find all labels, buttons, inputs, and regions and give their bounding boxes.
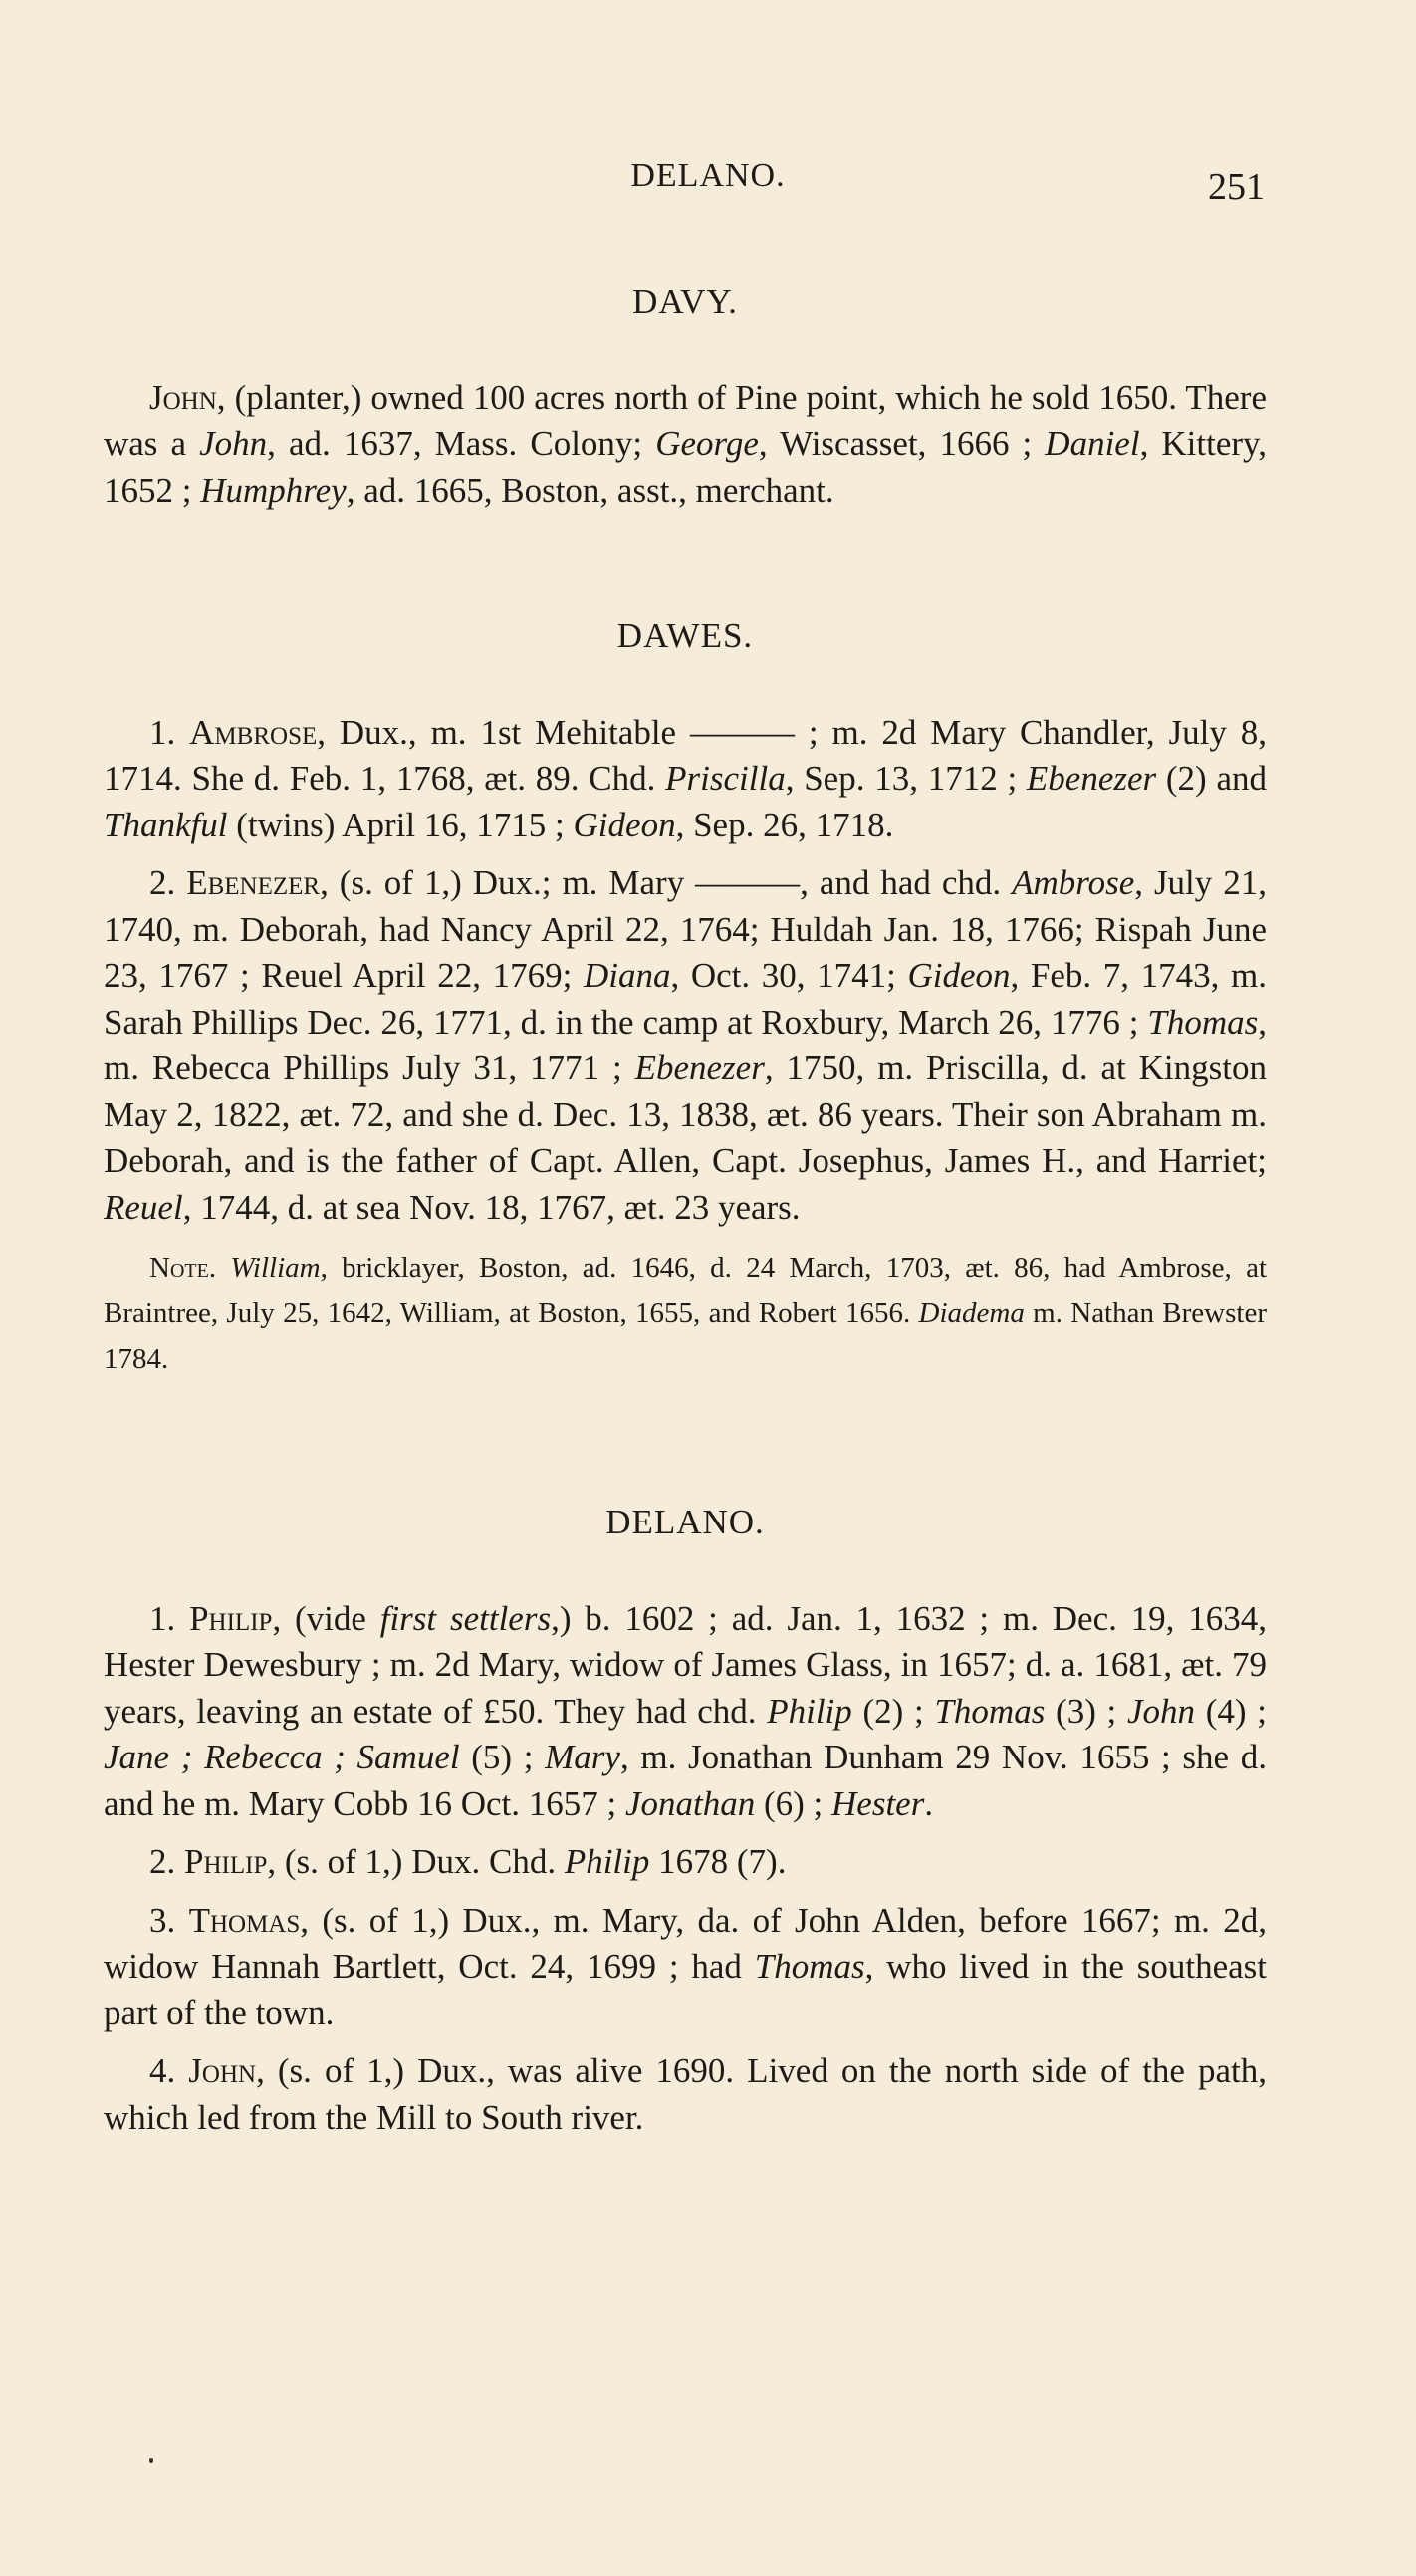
name-italic: Gideon [907,956,1011,995]
name-italic: Mary [545,1738,620,1776]
name-small-caps: Philip [184,1842,268,1881]
entry-davy-john [104,375,1267,515]
entry-text: (2) and [1156,759,1267,798]
page-content [104,279,1267,2141]
entry-text: , July 21, 1740, m. Deborah, had Nancy April 22, 1764; Huldah Jan. 18, 1766; Rispah June 23, 1767 ; Reuel April 22, 1769; [104,863,1267,995]
name-italic: John [199,424,268,463]
name-italic: Gideon [573,805,676,844]
entry-dawes-2 [104,860,1267,1231]
name-italic: George [655,424,759,463]
entry-text: , (s. of 1,) Dux. Chd. [267,1842,565,1881]
entry-text: , Sep. 26, 1718. [675,805,894,844]
note-label: Note. [149,1252,217,1284]
entry-text: , Feb. 7, 1743, m. Sarah Phillips Dec. 26, 1771, d. in the camp at Roxbury, March 26, 1776 ; [104,956,1267,1042]
section-heading-dawes: DAWES. [616,616,754,655]
name-italic: Thomas [934,1691,1046,1731]
entry-text: , Kittery, 1652 ; [104,424,1267,510]
name-small-caps: John [188,2051,257,2090]
entry-number: 1. [149,1598,190,1638]
entry-text: , Wiscasset, 1666 ; [758,424,1046,463]
name-italic: Daniel [1045,424,1140,463]
section-heading-davy: DAVY. [632,282,738,321]
entry-text: , bricklayer, Boston, ad. 1646, d. 24 March, 1703, æt. 86, had Ambrose, at Braintree, July 25, 1642, William, at Boston, 1655, and Robert 1656. [104,1252,1267,1329]
entry-text: (6) ; [755,1783,832,1823]
name-italic: Ebenezer [634,1049,765,1087]
entry-text: 1678 (7). [649,1842,787,1881]
name-italic: Thomas [1147,1002,1259,1042]
name-italic: Thankful [104,805,228,844]
entry-text [216,1252,230,1284]
section-davy [104,279,1267,514]
name-john: John [149,377,217,417]
entry-number: 2. [149,863,187,902]
entry-text: , (s. of 1,) Dux., m. Mary, da. of John Alden, before 1667; m. 2d, widow Hannah Bartlett, Oct. 24, 1699 ; had [104,1900,1268,1986]
name-italic: Ebenezer [1026,759,1157,798]
name-italic: John [1127,1691,1196,1731]
name-italic: Philip [564,1842,650,1881]
name-italic: Ambrose [1012,863,1135,902]
entry-text: (twins) April 16, 1715 ; [227,805,574,844]
section-heading-delano: DELANO. [605,1503,765,1541]
running-title: DELANO. [630,157,786,194]
name-italic: Reuel [104,1187,183,1227]
print-speck [149,2458,153,2463]
entry-text: , m. Rebecca Phillips July 31, 1771 ; [104,1002,1267,1087]
entry-text: (3) ; [1045,1691,1127,1731]
name-small-caps: Ambrose [189,712,318,752]
entry-text: , 1744, d. at sea Nov. 18, 1767, æt. 23 years. [182,1187,801,1227]
entry-text: , (vide [272,1598,380,1638]
name-italic: Thomas [754,1947,865,1986]
entry-text: . [924,1783,934,1823]
name-italic: Hester [831,1783,925,1823]
entry-text: m. Nathan Brewster 1784. [104,1297,1267,1375]
entry-delano-4 [104,2048,1267,2141]
entry-text: , Sep. 13, 1712 ; [785,759,1027,798]
entry-text: , ad. 1665, Boston, asst., merchant. [346,470,834,510]
entry-delano-3 [104,1898,1267,2037]
name-italic: Philip [767,1691,852,1731]
section-delano [104,1500,1267,2141]
entry-number: 2. [149,1842,184,1881]
entry-text: , Oct. 30, 1741; [670,956,908,995]
entry-number: 3. [149,1900,189,1940]
section-dawes [104,613,1267,1382]
entry-text: (4) ; [1195,1691,1267,1731]
entry-text: (5) ; [459,1738,546,1776]
entry-text: , m. Jonathan Dunham 29 Nov. 1655 ; she d. and he m. Mary Cobb 16 Oct. 1657 ; [104,1738,1267,1823]
entry-delano-2 [104,1839,1267,1886]
entry-text: , (s. of 1,) Dux., was alive 1690. Lived on the north side of the path, which led from the Mill to South river. [104,2051,1268,2137]
entry-text: ,) b. 1602 ; ad. Jan. 1, 1632 ; m. Dec. 19, 1634, Hester Dewesbury ; m. 2d Mary, widow of James Glass, in 1657; d. a. 1681, æt. 79 years, leaving an estate of £50. They had chd. [104,1598,1267,1731]
entry-text: (2) ; [851,1691,935,1731]
name-small-caps: Ebenezer [186,863,321,902]
name-italic: Humphrey [200,470,347,510]
name-small-caps: Thomas [188,1900,301,1940]
entry-text: , who lived in the southeast part of the town. [104,1947,1267,2032]
name-italic: William [230,1252,321,1284]
reference-italic: first settlers [379,1598,552,1638]
note-dawes [104,1245,1267,1382]
entry-text: , (planter,) owned 100 acres north of Pine point, which he sold 1650. There was a [104,377,1267,463]
entry-delano-1 [104,1596,1267,1828]
entry-number: 4. [149,2051,189,2090]
entry-text: , ad. 1637, Mass. Colony; [267,424,656,463]
name-italic: Diadema [918,1297,1025,1329]
name-italic: Priscilla [665,759,786,798]
entry-number: 1. [149,712,190,752]
name-italic: Jane ; Rebecca ; Samuel [104,1738,460,1776]
name-italic: Jonathan [624,1783,756,1823]
page-number: 251 [1208,166,1265,208]
entry-text: , Dux., m. 1st Mehitable ——— ; m. 2d Mary Chandler, July 8, 1714. She d. Feb. 1, 1768, æt. 89. Chd. [104,712,1267,798]
entry-text: , (s. of 1,) Dux.; m. Mary ———, and had chd. [320,863,1013,902]
name-small-caps: Philip [189,1598,273,1638]
name-italic: Diana [583,956,671,995]
entry-dawes-1 [104,710,1267,849]
entry-text: , 1750, m. Priscilla, d. at Kingston May 2, 1822, æt. 72, and she d. Dec. 13, 1838, æt. 86 years. Their son Abraham m. Deborah, and is the father of Capt. Allen, Capt. Josephus, James H., and Harriet; [104,1049,1267,1180]
